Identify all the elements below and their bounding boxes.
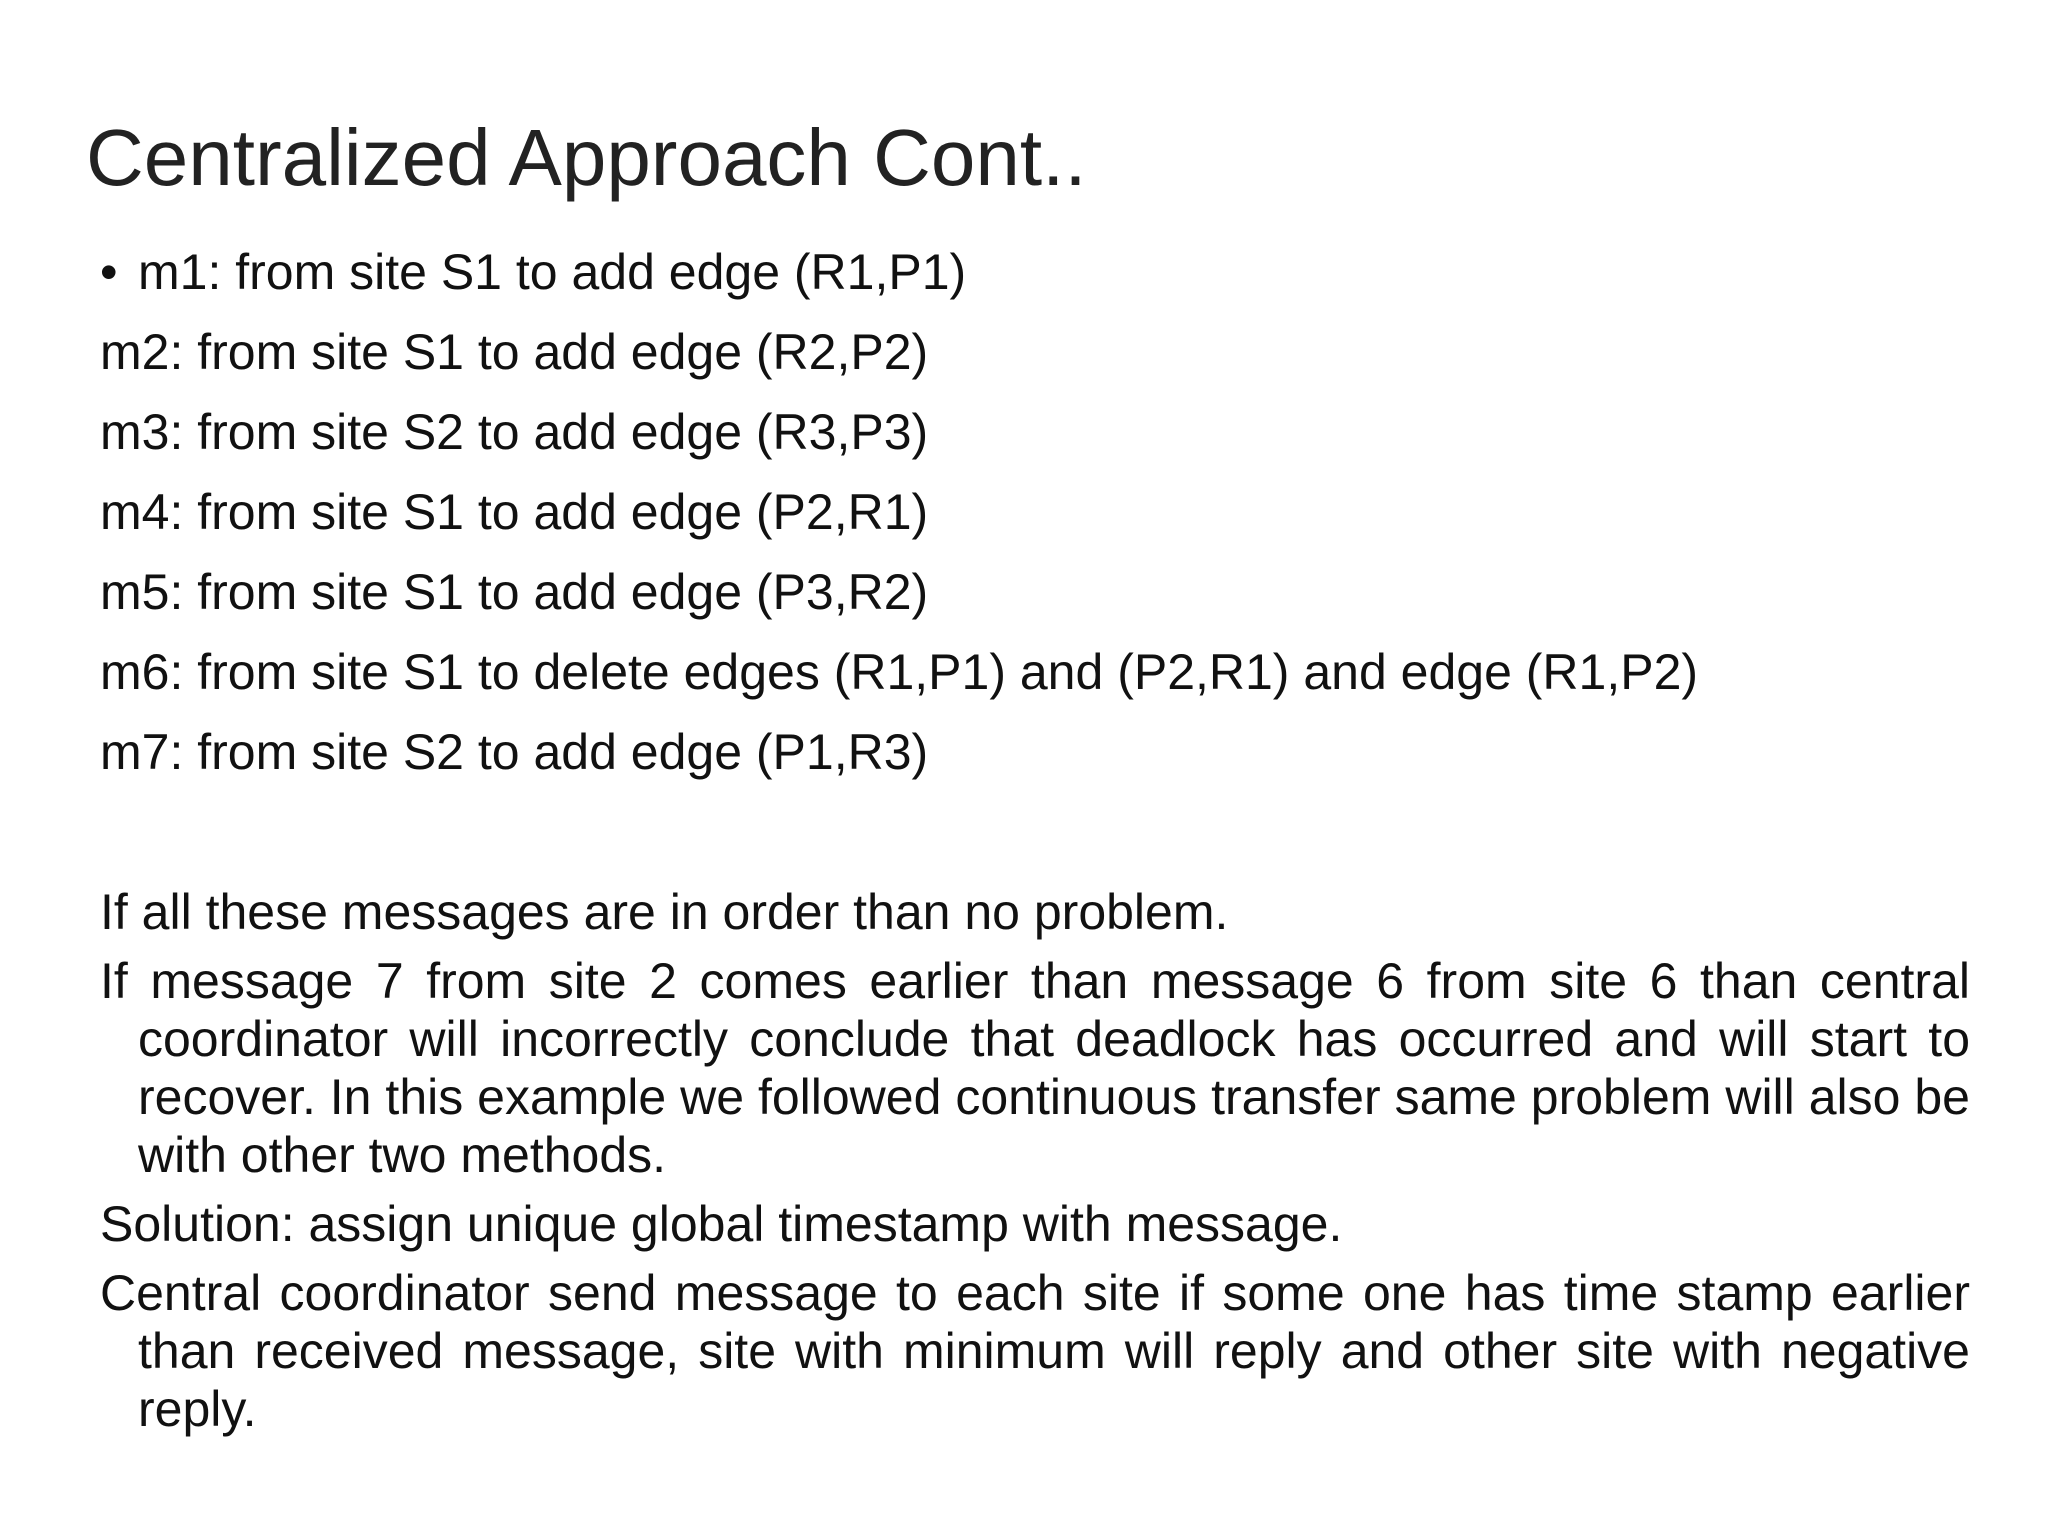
message-item-m3: m3: from site S2 to add edge (R3,P3) (100, 404, 929, 460)
message-item-m4: m4: from site S1 to add edge (P2,R1) (100, 484, 929, 540)
paragraph-solution: Solution: assign unique global timestamp with message. (100, 1196, 1343, 1252)
message-text: m1: from site S1 to add edge (R1,P1) (138, 244, 967, 300)
spacer (100, 792, 1970, 872)
paragraph-problem: If message 7 from site 2 comes earlier than message 6 from site 6 than central coordinator will incorrectly conclude that deadlock has occurred and will start to recover. In this example we followed continuous transfer same problem will also be with other two methods. (100, 953, 1970, 1183)
message-item-m1 (100, 232, 1970, 312)
paragraph-coordinator: Central coordinator send message to each site if some one has time stamp earlier than received message, site with minimum will reply and other site with negative reply. (100, 1265, 1970, 1437)
message-item-m6: m6: from site S1 to delete edges (R1,P1) and (P2,R1) and edge (R1,P2) (100, 644, 1699, 700)
paragraph-order: If all these messages are in order than no problem. (100, 884, 1229, 940)
message-item-m7: m7: from site S2 to add edge (P1,R3) (100, 724, 929, 780)
message-item-m2: m2: from site S1 to add edge (R2,P2) (100, 324, 929, 380)
message-item-m5: m5: from site S1 to add edge (P3,R2) (100, 564, 929, 620)
slide-content (100, 232, 1970, 1449)
bullet-icon: • (100, 244, 118, 300)
slide-title: Centralized Approach Cont.. (86, 113, 1087, 202)
